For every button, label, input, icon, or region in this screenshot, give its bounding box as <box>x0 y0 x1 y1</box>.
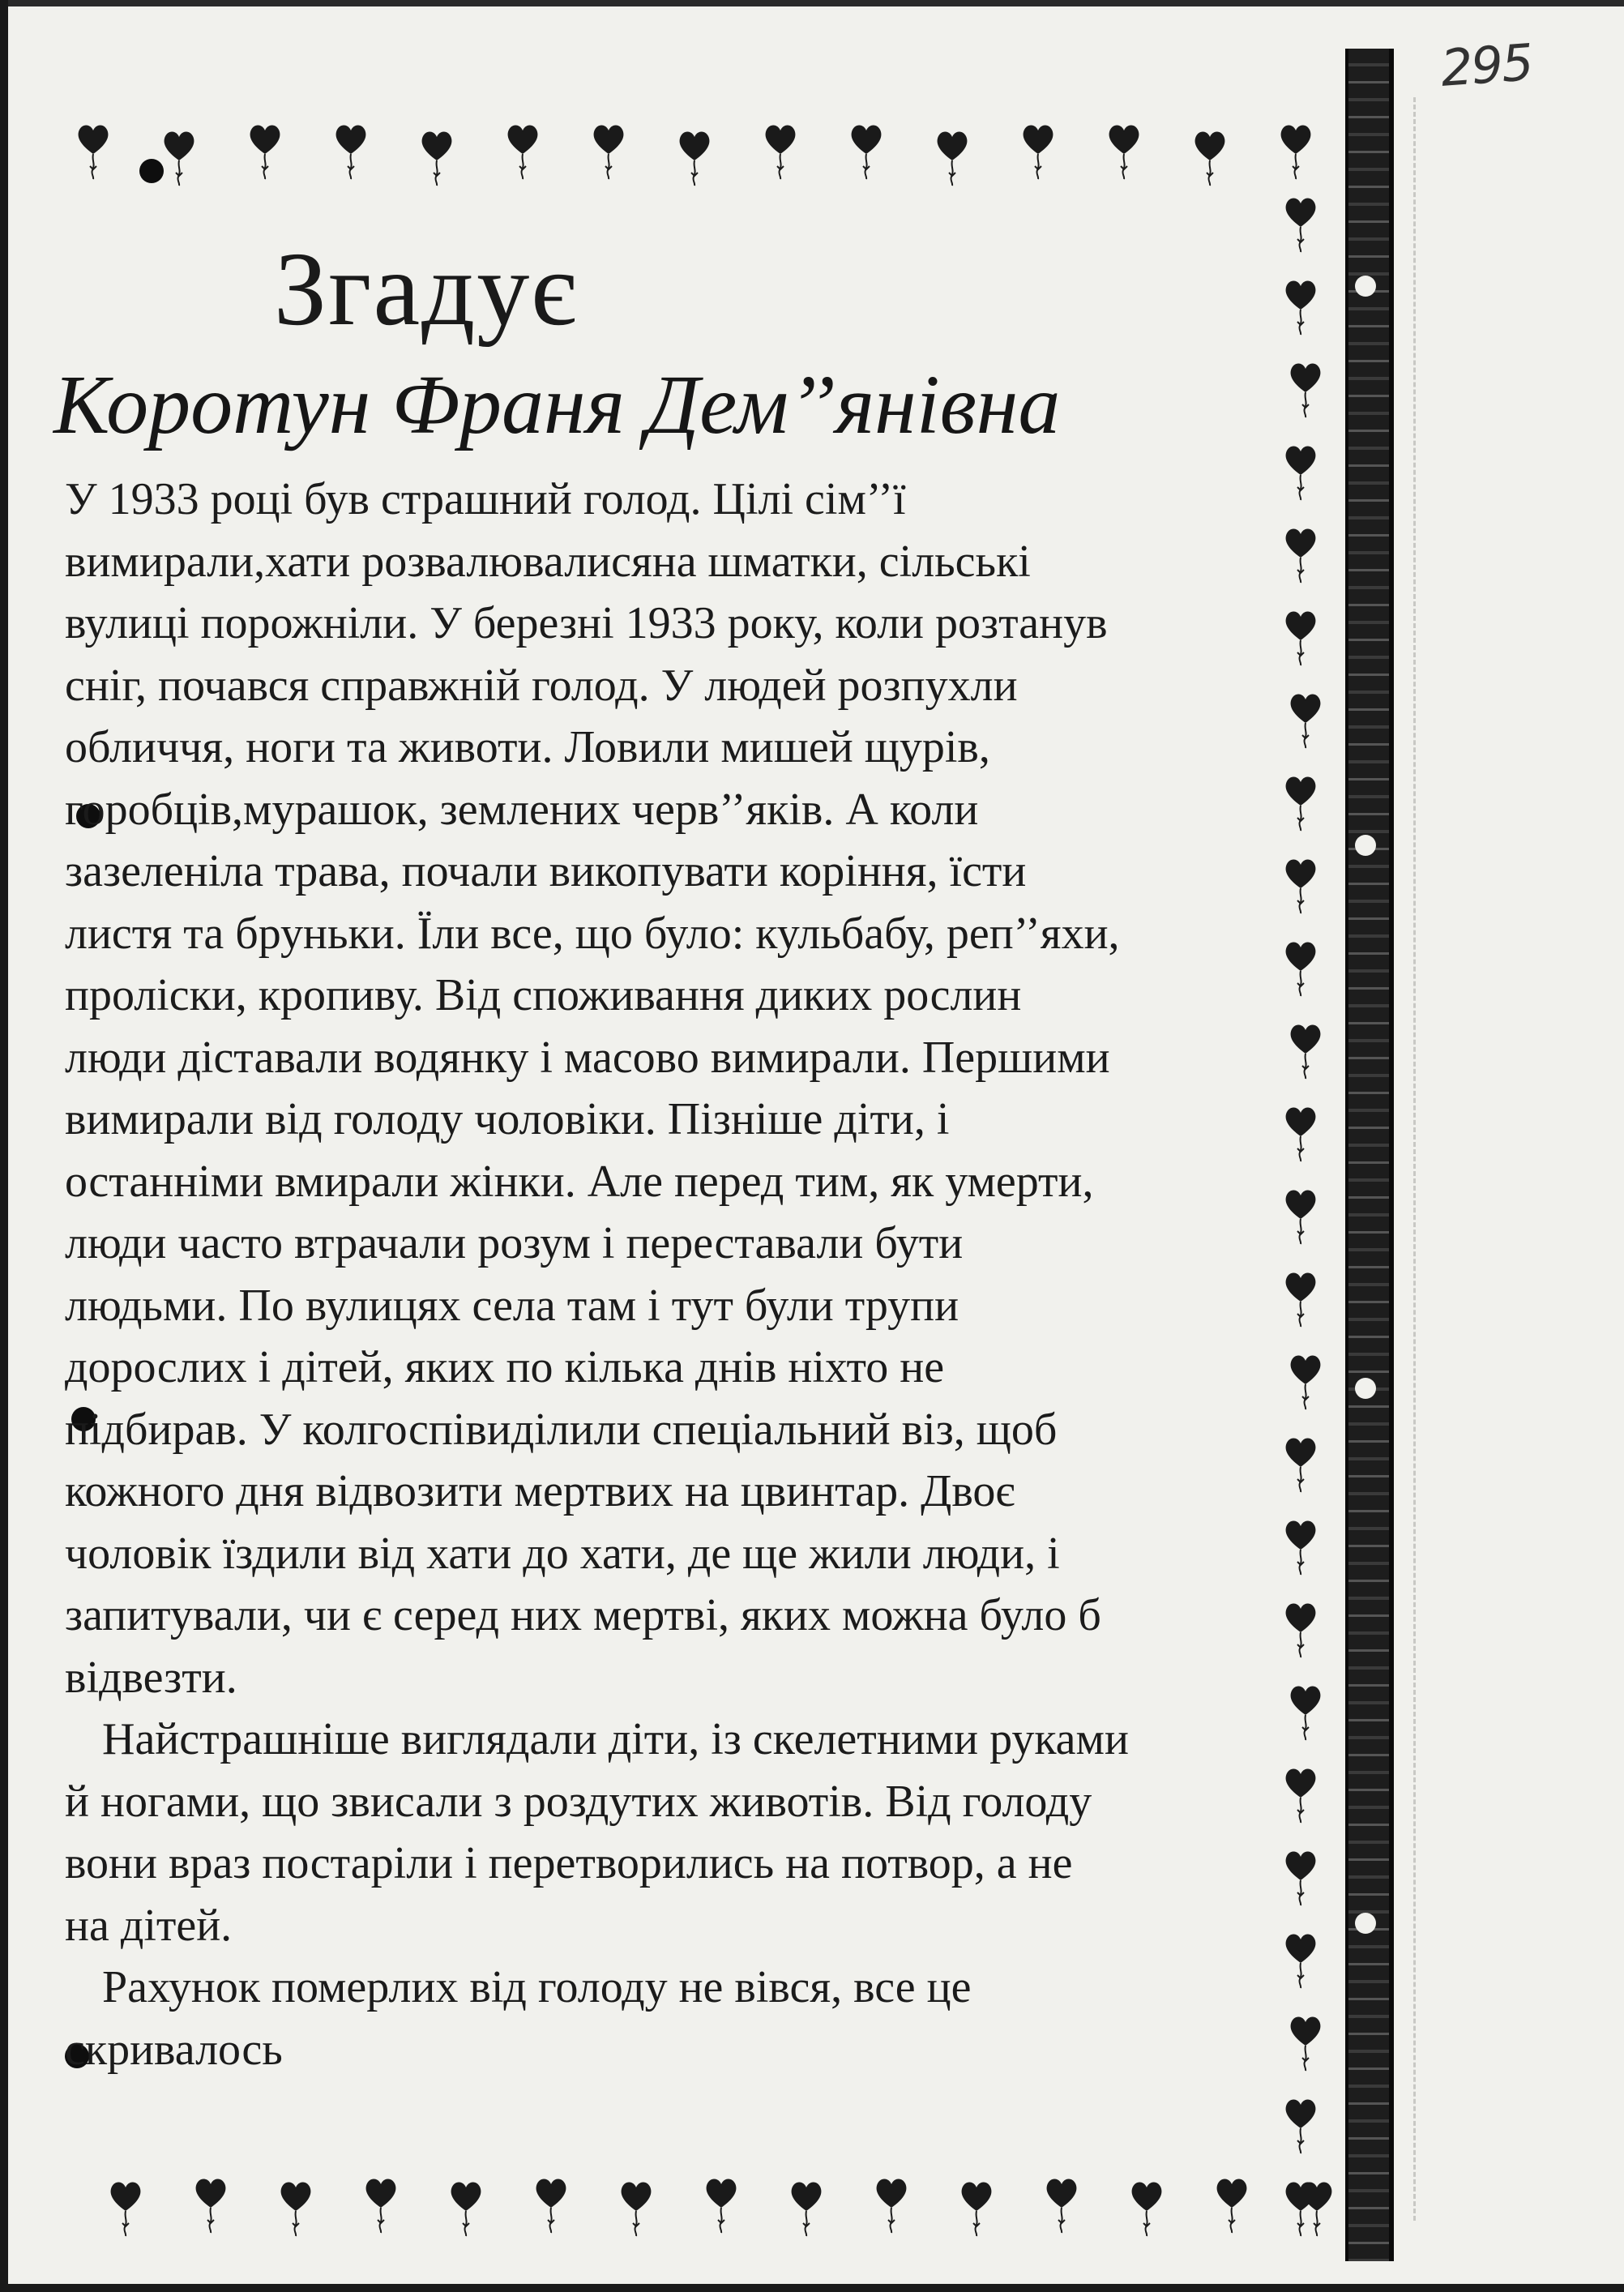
text-line: горобців,мурашок, землених черв’’яків. А коли <box>65 784 979 835</box>
heart-balloon-icon <box>848 122 885 180</box>
text-line: обличчя, ноги та животи. Ловили мишей щурів, <box>65 722 990 772</box>
text-line: зазеленіла трава, почали викопувати коріння, їсти <box>65 846 1027 896</box>
text-line: на дітей. <box>65 1900 233 1951</box>
text-line: листя та бруньки. Їли все, що було: кульбабу, реп’’яхи, <box>65 908 1120 959</box>
heart-balloon-icon <box>1019 122 1057 180</box>
text-line: вимирали від голоду чоловіки. Пізніше діти, і <box>65 1094 950 1144</box>
text-line: вулиці порожніли. У березні 1933 року, коли розтанув <box>65 598 1108 648</box>
heart-balloon-icon <box>277 2179 314 2237</box>
heart-balloon-icon <box>1128 2179 1165 2237</box>
heart-balloon-icon <box>703 2175 740 2234</box>
heart-balloon-icon <box>75 122 112 180</box>
text-line: кожного дня відвозити мертвих на цвинтар. Двоє <box>65 1466 1015 1516</box>
heart-balloon-icon <box>1277 122 1314 180</box>
text-line: підбирав. У колгоспівиділили спеціальний віз, щоб <box>65 1404 1058 1455</box>
strip-hole <box>1355 1913 1376 1934</box>
text-line: проліски, кропиву. Від споживання диких рослин <box>65 970 1022 1020</box>
heart-balloon-icon <box>1282 2179 1319 2237</box>
handwritten-page-number: 295 <box>1438 32 1534 98</box>
heart-balloon-icon <box>246 122 284 180</box>
heart-balloon-icon <box>1043 2175 1080 2234</box>
text-line: Рахунок померлих від голоду не вівся, все це <box>102 1962 972 2012</box>
text-line: людьми. По вулицях села там і тут були трупи <box>65 1280 959 1331</box>
heart-balloon-icon <box>762 122 799 180</box>
heart-balloon-icon <box>1282 2096 1319 2154</box>
strip-hole <box>1355 276 1376 297</box>
heart-balloon-icon <box>504 122 541 180</box>
page-title: Згадує <box>274 231 579 348</box>
text-line: останніми вмирали жінки. Але перед тим, як умерти, <box>65 1156 1094 1207</box>
text-line: запитували, чи є серед них мертві, яких можна було б <box>65 1590 1101 1640</box>
heart-balloon-icon <box>107 2179 144 2237</box>
heart-balloon-icon <box>873 2175 910 2234</box>
text-line: сніг, почався справжній голод. У людей розпухли <box>65 660 1018 711</box>
heart-balloon-icon <box>788 2179 825 2237</box>
punch-hole <box>139 159 164 183</box>
heart-balloon-icon <box>1191 128 1229 186</box>
text-line: відвезти. <box>65 1652 237 1703</box>
heart-balloon-icon <box>447 2179 485 2237</box>
heart-balloon-icon <box>676 128 713 186</box>
text-line: люди діставали водянку і масово вимирали. Першими <box>65 1032 1110 1083</box>
heart-balloon-icon <box>418 128 455 186</box>
author-name: Коротун Франя Дем’’янівна <box>53 358 1061 451</box>
text-line: Найстрашніше виглядали діти, із скелетними руками <box>102 1714 1129 1764</box>
text-line: вони враз постаріли і перетворились на потвор, а не <box>65 1838 1073 1888</box>
heart-balloon-icon <box>532 2175 570 2234</box>
body-text <box>65 468 1321 2080</box>
heart-balloon-icon <box>1287 360 1324 418</box>
text-line: й ногами, що звисали з роздутих животів. Від голоду <box>65 1776 1092 1827</box>
heart-balloon-icon <box>1282 277 1319 336</box>
heart-balloon-icon <box>192 2175 229 2234</box>
heart-balloon-icon <box>1282 195 1319 253</box>
heart-balloon-icon <box>934 128 971 186</box>
strip-hole <box>1355 835 1376 856</box>
strip-hole <box>1355 1378 1376 1399</box>
text-line: люди часто втрачали розум і переставали бути <box>65 1218 964 1268</box>
dashed-margin-line <box>1413 97 1416 2221</box>
paragraph-2 <box>65 1708 1321 1956</box>
scan-edge-bottom <box>0 2284 1624 2292</box>
scan-edge-top <box>0 0 1624 6</box>
text-line: вимирали,хати розвалювалисяна шматки, сільські <box>65 536 1031 587</box>
text-line: дорослих і дітей, яких по кілька днів ніхто не <box>65 1342 945 1392</box>
heart-balloon-icon <box>1213 2175 1250 2234</box>
heart-balloon-icon <box>332 122 370 180</box>
heart-balloon-icon <box>1105 122 1143 180</box>
text-line: скривалось <box>65 2024 283 2075</box>
heart-balloon-icon <box>958 2179 995 2237</box>
paragraph-1 <box>65 468 1321 1708</box>
text-line: У 1933 році був страшний голод. Цілі сім’’ї <box>65 474 906 524</box>
heart-balloon-icon <box>160 128 198 186</box>
heart-balloon-icon <box>618 2179 655 2237</box>
scan-edge-left <box>0 0 8 2292</box>
heart-balloon-icon <box>362 2175 400 2234</box>
text-line: чоловік їздили від хати до хати, де ще жили люди, і <box>65 1528 1060 1579</box>
paragraph-3 <box>65 1956 1321 2080</box>
heart-balloon-icon <box>590 122 627 180</box>
